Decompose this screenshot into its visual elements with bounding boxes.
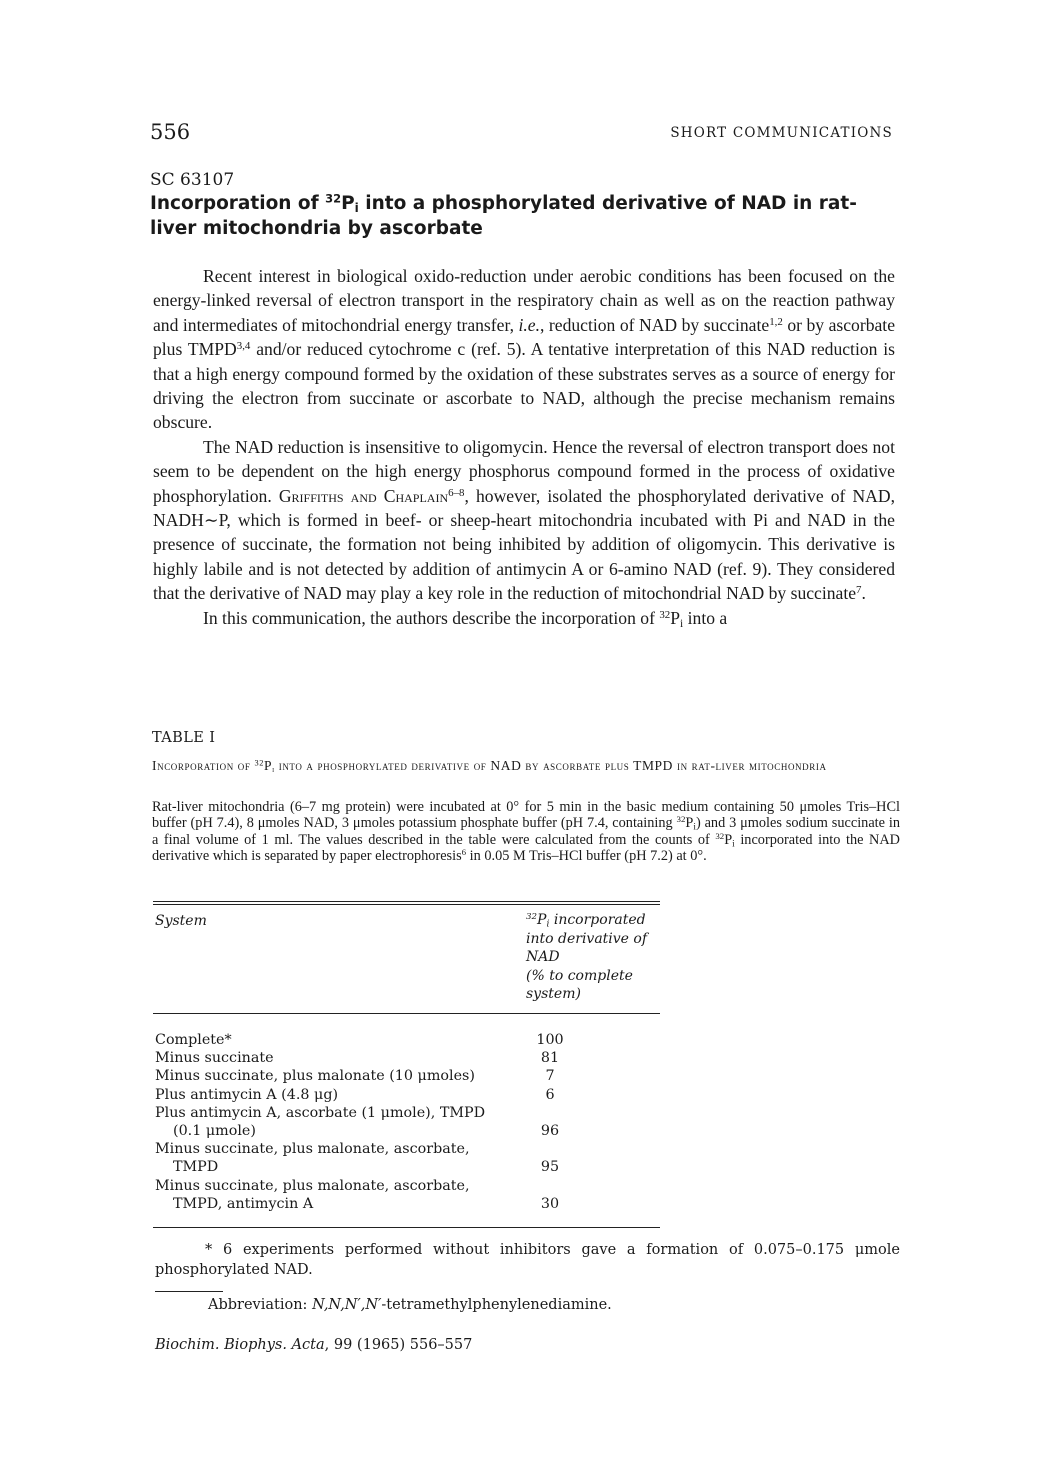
table-top-rule-double — [153, 904, 660, 905]
table-row: Minus succinate, plus malonate (10 μmoles) 7 — [155, 1068, 555, 1085]
table-top-rule — [153, 901, 660, 902]
article-title: Incorporation of $^{32}P_i$ into a phosphorylated derivative of NAD in rat-liver mitochondria by ascorbate — [150, 191, 857, 239]
table-row: Minus succinate, plus malonate, ascorbate, TMPD, antimycin A 30 — [155, 1177, 560, 1212]
table-footnote: * 6 experiments performed without inhibitors gave a formation of 0.075–0.175 μmole phosphorylated NAD. — [155, 1242, 900, 1278]
table-title: Incorporation of $^{32}P_i$ into a phosphorylated derivative of NAD by ascorbate plus TMPD in rat-liver mitochondria — [152, 758, 827, 775]
table-row: Minus succinate, plus malonate, ascorbate, TMPD 95 — [155, 1141, 560, 1176]
table-bottom-rule — [153, 1227, 660, 1228]
table-row: Plus antimycin A (4.8 μg) 6 — [155, 1086, 555, 1103]
column-header-system: System — [155, 913, 207, 929]
table-body — [155, 1031, 665, 1213]
table-row: Minus succinate 81 — [155, 1050, 560, 1067]
paragraph-3: In this communication, the authors describe the incorporation of $^{32}P_i$ into a — [203, 607, 728, 630]
article-body — [153, 264, 895, 630]
page-number: 556 — [150, 120, 191, 144]
table-row: Plus antimycin A, ascorbate (1 μmole), TMPD (0.1 μmole) 96 — [155, 1104, 560, 1140]
table-description: Rat-liver mitochondria (6–7 mg protein) were incubated at 0° for 5 min in the basic medium containing 50 μmoles Tris–HCl buffer (pH 7.4), 8 μmoles NAD, 3 μmoles potassium phosphate buffer (pH 7.4, containing $^{32}P_i$) and 3 μmoles sodium succinate in a final volume of 1 ml. The values described in the table were calculated from the counts of $^{32}P_i$ incorporated into the NAD derivative which is separated by paper electrophoresis$^6$ in 0.05 M Tris–HCl buffer (pH 7.2) at 0°. — [152, 799, 900, 865]
paragraph-2: The NAD reduction is insensitive to oligomycin. Hence the reversal of electron transport does not seem to be dependent on the high energy phosphorus compound formed in the process of oxidative phosphorylation. Griffiths and Chaplain$^{6-8}$, however, isolated the phosphorylated derivative of NAD, NADH∼P, which is formed in beef- or sheep-heart mitochondria incubated with Pi and NAD in the presence of succinate, the formation not being inhibited by addition of oligomycin. This derivative is highly labile and is not detected by addition of antimycin A or 6-amino NAD (ref. 9). They considered that the derivative of NAD may play a key role in the reduction of mitochondrial NAD by succinate$^7$. — [153, 436, 895, 604]
column-header-incorporation: $^{32}P_i$ incorporated into derivative of NAD (% to complete system) — [526, 912, 648, 1002]
running-header: SHORT COMMUNICATIONS — [670, 125, 893, 141]
paragraph-1: Recent interest in biological oxido-reduction under aerobic conditions has been focused on the energy-linked reversal of electron transport in the respiratory chain as well as on the reaction pathway and intermediates of mitochondrial energy transfer, i.e., reduction of NAD by succinate$^{1,2}$ or by ascorbate plus TMPD$^{3,4}$ and/or reduced cytochrome c (ref. 5). A tentative interpretation of this NAD reduction is that a high energy compound formed by the oxidation of these substrates serves as a source of energy for driving the electron from succinate or ascorbate to NAD, although the precise mechanism remains obscure. — [153, 266, 896, 433]
footnote-rule — [155, 1291, 223, 1292]
table-header-rule — [153, 1013, 660, 1014]
table-label: TABLE I — [152, 730, 216, 746]
journal-citation: Biochim. Biophys. Acta, 99 (1965) 556–557 — [155, 1337, 473, 1353]
article-code: SC 63107 — [150, 170, 235, 190]
table-row: Complete* 100 — [155, 1032, 564, 1048]
abbreviation-note: Abbreviation: N,N,N′,N′-tetramethylphenylenediamine. — [208, 1297, 612, 1313]
